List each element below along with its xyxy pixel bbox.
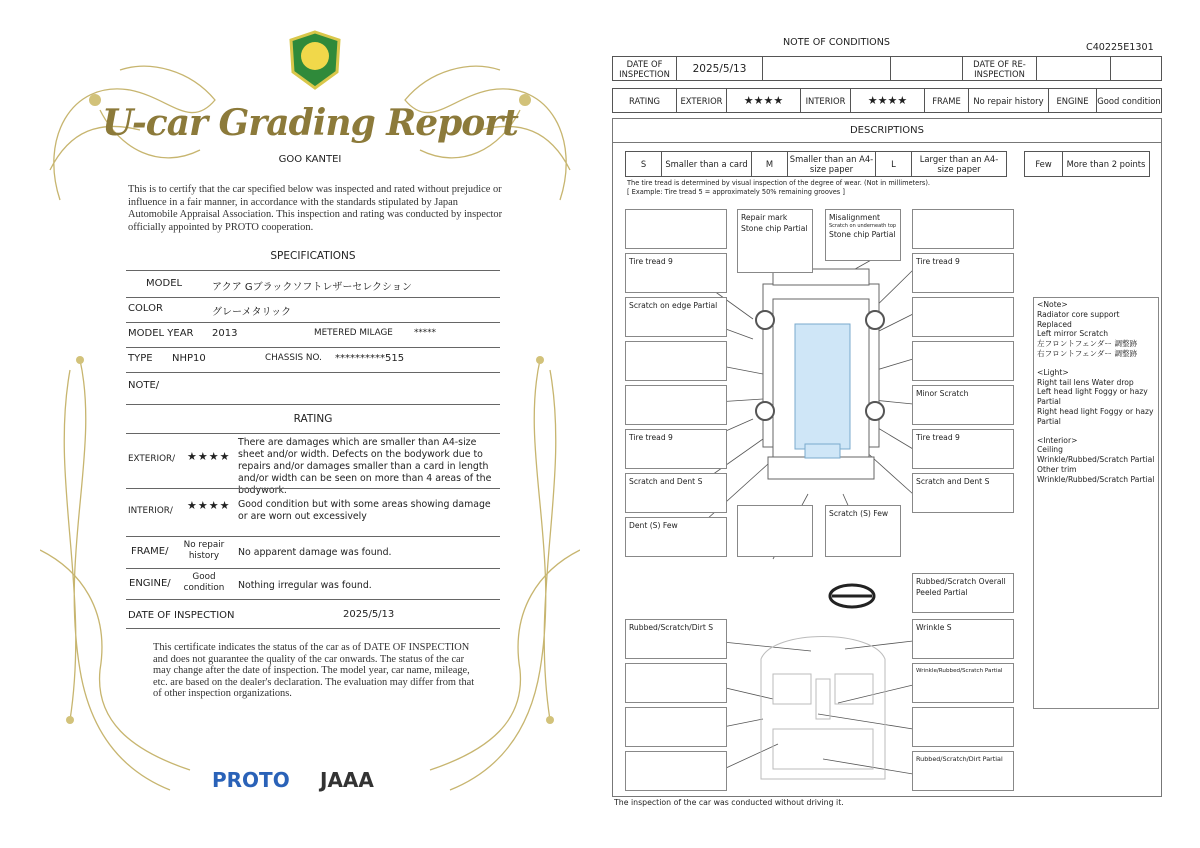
- legend-m-text: Smaller than an A4-size paper: [788, 152, 876, 176]
- empty-cell: [763, 57, 891, 80]
- certification-text: This is to certify that the car specified below was inspected and rated without prejudice or influence in a fair manner, in accordance with the standards stipulated by Japan Automobile Appraisal Association. This inspection and rating was conducted by inspector officially appointed by PROTO cooperation.: [128, 184, 503, 233]
- empty-cell: [1111, 57, 1161, 80]
- diagram-box: [625, 341, 727, 381]
- diagram-box-sd-left: Scratch and Dent S: [625, 473, 727, 513]
- box-text: Stone chip Partial: [741, 224, 808, 233]
- diagram-box: [912, 341, 1014, 381]
- box-text: Repair mark: [741, 213, 788, 222]
- model-value: アクア Gブラックソフトレザーセレクション: [212, 282, 412, 293]
- grading-report: [40, 30, 580, 820]
- proto-logo: [212, 768, 290, 792]
- color-label: COLOR: [128, 303, 163, 314]
- diagram-box-wrs: Wrinkle/Rubbed/Scratch Partial: [912, 663, 1014, 703]
- legend-few: Few: [1025, 152, 1063, 176]
- diagram-box-tire-fr: Tire tread 9: [912, 253, 1014, 293]
- divider: [126, 433, 500, 434]
- jaaa-logo: [320, 768, 374, 792]
- inspection-date-row: [612, 56, 1162, 81]
- diagram-box-edge: Scratch on edge Partial: [625, 297, 727, 337]
- goo-kantei-logo: [287, 30, 343, 92]
- exterior-stars: ★★★★: [727, 89, 801, 112]
- diagram-box: [737, 505, 813, 557]
- note-line: Radiator core support Replaced: [1037, 309, 1120, 329]
- divider: [126, 297, 500, 298]
- milage-value: *****: [414, 328, 436, 338]
- note-line: Right tail lens Water drop: [1037, 377, 1134, 387]
- notes-panel: [1033, 297, 1159, 709]
- diagram-box-minor: Minor Scratch: [912, 385, 1014, 425]
- issuer: GOO KANTEI: [278, 154, 342, 165]
- interior-label: INTERIOR: [801, 89, 851, 112]
- frame-text: No apparent damage was found.: [238, 547, 392, 558]
- divider: [126, 347, 500, 348]
- divider: [126, 628, 500, 629]
- note-line: <Interior>: [1037, 435, 1078, 445]
- jaaa-brand-text: JAAA: [320, 768, 374, 792]
- specifications-heading: SPECIFICATIONS: [270, 250, 356, 262]
- proto-brand-text: PROTO: [212, 768, 290, 792]
- milage-label: METERED MILAGE: [314, 328, 393, 338]
- frame-label: FRAME: [925, 89, 969, 112]
- color-value: グレーメタリック: [212, 307, 292, 318]
- divider: [126, 270, 500, 271]
- conditions-code: C40225E1301: [1086, 42, 1154, 53]
- descriptions-heading: DESCRIPTIONS: [613, 119, 1161, 143]
- diagram-box: [625, 751, 727, 791]
- divider: [126, 488, 500, 489]
- diagram-box-misalignment: [825, 209, 901, 261]
- diagram-box-repair: [737, 209, 813, 273]
- bottom-note: The inspection of the car was conducted without driving it.: [614, 798, 844, 807]
- diagram-box-rsdp: Rubbed/Scratch/Dirt Partial: [912, 751, 1014, 791]
- note-line: Other trim: [1037, 464, 1077, 474]
- legend-l: L: [876, 152, 912, 176]
- diagram-box-steering: [912, 573, 1014, 613]
- diagram-box: [912, 297, 1014, 337]
- interior-text: Good condition but with some areas showing damage or are worn out excessively: [238, 499, 491, 522]
- descriptions-panel: [612, 118, 1162, 797]
- rating-heading: RATING: [293, 413, 333, 425]
- box-text: Misalignment: [829, 213, 880, 222]
- rating-label: RATING: [613, 89, 677, 112]
- diagram-box-dent: Dent (S) Few: [625, 517, 727, 557]
- date-value: 2025/5/13: [343, 609, 395, 620]
- diagram-box: [625, 663, 727, 703]
- interior-stars: ★★★★: [187, 499, 231, 512]
- date-value: 2025/5/13: [677, 57, 763, 80]
- engine-text: Nothing irregular was found.: [238, 580, 372, 591]
- note-line: <Light>: [1037, 367, 1069, 377]
- note-spacer: [1037, 359, 1155, 368]
- engine-value: Good condition: [1097, 95, 1161, 106]
- note-line: Wrinkle/Rubbed/Scratch Partial: [1037, 474, 1155, 484]
- divider: [126, 599, 500, 600]
- empty-cell: [891, 57, 963, 80]
- exterior-label: EXTERIOR: [677, 89, 727, 112]
- rating-row: [612, 88, 1162, 113]
- note-line: Ceiling: [1037, 445, 1063, 455]
- exterior-text: There are damages which are smaller than A4-size sheet and/or width. Defects on the bodywork due to repairs and/or damages smaller than a card in length and/or width can be seen on more than 4 areas of the bodywork.: [238, 437, 492, 496]
- interior-label: INTERIOR/: [128, 506, 173, 516]
- note-line: <Note>: [1037, 300, 1068, 309]
- exterior-stars: ★★★★: [187, 450, 231, 463]
- diagram-box-tire-rl: Tire tread 9: [625, 429, 727, 469]
- frame-label: FRAME/: [131, 546, 169, 557]
- model-year-label: MODEL YEAR: [128, 328, 194, 339]
- diagram-box-tire-rr: Tire tread 9: [912, 429, 1014, 469]
- model-label: MODEL: [146, 278, 183, 289]
- diagram-box-sd-right: Scratch and Dent S: [912, 473, 1014, 513]
- legend-l-text: Larger than an A4-size paper: [919, 154, 999, 174]
- interior-stars: ★★★★: [851, 89, 925, 112]
- frame-value: No repair history: [969, 89, 1049, 112]
- note-of-conditions: [603, 30, 1173, 820]
- engine-value: Good condition: [183, 572, 225, 593]
- divider: [126, 568, 500, 569]
- legend-s-text: Smaller than a card: [662, 152, 752, 176]
- legend-few-text: More than 2 points: [1066, 159, 1146, 169]
- divider: [126, 404, 500, 405]
- exterior-label: EXTERIOR/: [128, 454, 176, 464]
- chassis-value: **********515: [335, 353, 405, 364]
- type-label: TYPE: [128, 353, 153, 364]
- divider: [126, 536, 500, 537]
- report-title: U-car Grading Report: [102, 102, 518, 144]
- box-text: Stone chip Partial: [829, 230, 896, 239]
- date-label: DATE OF INSPECTION: [613, 57, 677, 80]
- frame-value: No repair history: [183, 540, 225, 561]
- note-line: Left mirror Scratch: [1037, 329, 1109, 339]
- divider: [126, 322, 500, 323]
- note-spacer: [1037, 427, 1155, 436]
- conditions-title: NOTE OF CONDITIONS: [783, 37, 890, 48]
- reinspection-label: DATE OF RE-INSPECTION: [963, 57, 1037, 80]
- diagram-box: [912, 707, 1014, 747]
- tire-note-line: The tire tread is determined by visual inspection of the degree of wear. (Not in millimeters).: [627, 179, 931, 187]
- diagram-box: [912, 209, 1014, 249]
- note-line: Left head light Foggy or hazy Partial: [1037, 387, 1148, 407]
- note-line: 右フロントフェンダー 調整跡: [1037, 348, 1138, 358]
- diagram-box: [625, 385, 727, 425]
- legend-s: S: [626, 152, 662, 176]
- diagram-box-scratch-few: Scratch (S) Few: [825, 505, 901, 557]
- steering-wheel-icon: [830, 585, 874, 607]
- engine-label: ENGINE/: [129, 578, 171, 589]
- engine-label: ENGINE: [1049, 89, 1097, 112]
- date-label: DATE OF INSPECTION: [128, 610, 235, 621]
- empty-cell: [1037, 57, 1111, 80]
- note-line: 左フロントフェンダー 調整跡: [1037, 339, 1138, 349]
- diagram-box: [625, 707, 727, 747]
- diagram-box-rsd: Rubbed/Scratch/Dirt S: [625, 619, 727, 659]
- box-text: Scratch on underneath top: [829, 223, 897, 229]
- note-label: NOTE/: [128, 380, 160, 391]
- footer-text: This certificate indicates the status of the car as of DATE OF INSPECTION and does not guarantee the quality of the car onwards. The status of the car may change after the date of inspection. The model year, car name, mileage, etc. are based on the dealer's declaration. The evaluation may differ from that of other inspection organizations.: [153, 642, 475, 700]
- box-text: Peeled Partial: [916, 588, 968, 597]
- model-year-value: 2013: [212, 328, 238, 339]
- divider: [126, 372, 500, 373]
- type-value: NHP10: [172, 353, 206, 364]
- note-line: Wrinkle/Rubbed/Scratch Partial: [1037, 455, 1155, 465]
- chassis-label: CHASSIS NO.: [265, 353, 322, 363]
- note-line: Right head light Foggy or hazy Partial: [1037, 406, 1154, 426]
- tire-note-line: [ Example: Tire tread 5 = approximately 50% remaining grooves ]: [627, 188, 845, 196]
- box-text: Rubbed/Scratch Overall: [916, 577, 1006, 586]
- legend-m: M: [752, 152, 788, 176]
- diagram-box: [625, 209, 727, 249]
- diagram-box-tire-fl: Tire tread 9: [625, 253, 727, 293]
- ornamental-border: [40, 30, 580, 820]
- diagram-box-wrinkle: Wrinkle S: [912, 619, 1014, 659]
